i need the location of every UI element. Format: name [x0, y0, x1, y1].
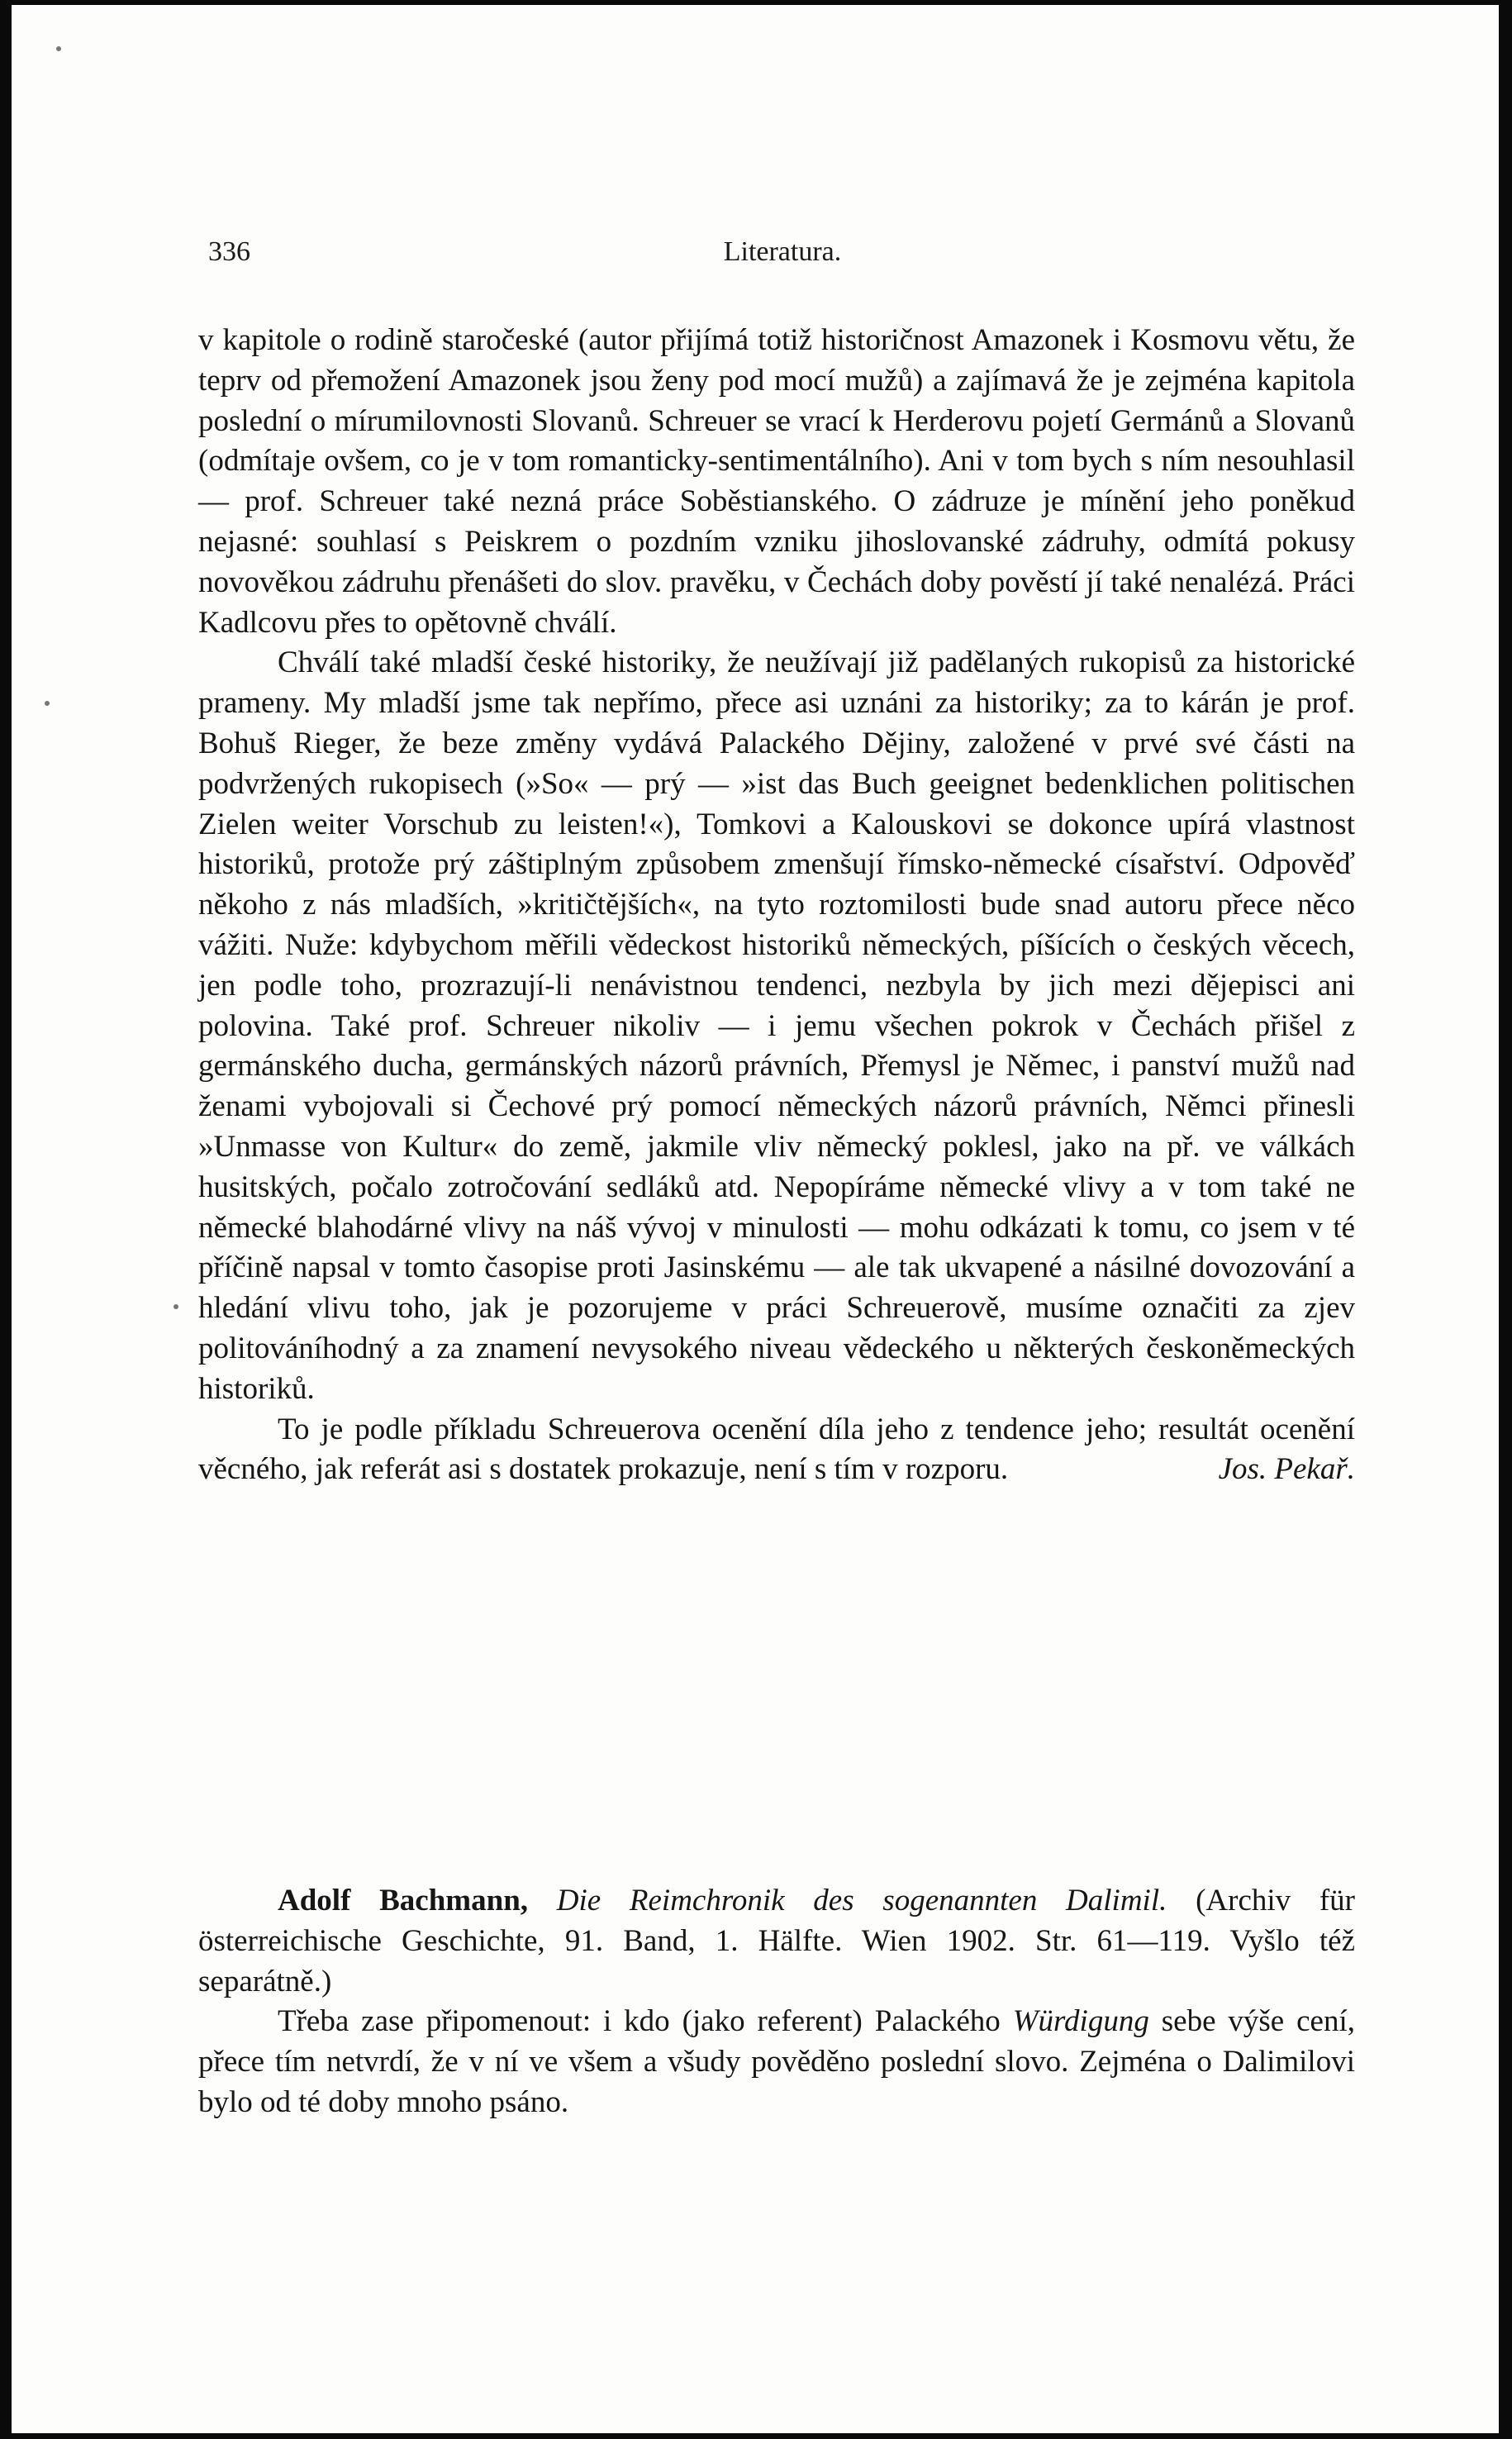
paragraph-1: v kapitole o rodině staročeské (autor přijímá totiž historičnost Amazonek i Kosmovu větu, že teprv od přemožení Amazonek jsou ženy pod mocí mužů) a zajímavá že je zejména kapitola poslední o mírumilovnosti Slovanů. Schreuer se vrací k Herderovu pojetí Germánů a Slovanů (odmítaje ovšem, co je v tom romanticky-sentimentálního). Ani v tom bych s ním nesouhlasil — prof. Schreuer také nezná práce Soběstianského. O zádruze je mínění jeho poněkud nejasné: souhlasí s Peiskrem o pozdním vzniku jihoslovanské zádruhy, odmítá pokusy novověkou zádruhu přenášeti do slov. pravěku, v Čechách doby pověstí jí také nenalézá. Práci Kadlcovu přes to opětovně chválí. — [198, 323, 1355, 640]
review-body-italic: Würdigung — [1012, 2004, 1149, 2039]
page-header — [208, 236, 1357, 278]
running-head: Literatura. — [723, 236, 842, 267]
paragraph-3 — [198, 1410, 1355, 1491]
book-page — [12, 5, 1499, 2433]
review-heading — [198, 1881, 1355, 2002]
review-body — [198, 2002, 1355, 2122]
scan-speck — [174, 1304, 178, 1309]
main-text — [198, 321, 1355, 1490]
signature: Jos. Pekař. — [1218, 1452, 1355, 1487]
review-title: Die Reimchronik des sogenannten Dalimil. — [556, 1884, 1167, 1917]
review-author: Adolf Bachmann, — [278, 1884, 529, 1917]
review-body-end: sebe výše cení, přece tím netvrdí, že v ní ve všem a všudy pověděno poslední slovo. Zejména o Dalimilovi bylo od té doby mnoho psáno. — [198, 2004, 1355, 2119]
review-citation: (Archiv für österreichische Geschichte, 91. Band, 1. Hälfte. Wien 1902. Str. 61—119. Vyšlo též separátně.) — [198, 1884, 1355, 1998]
review-body-start: Třeba zase připomenout: i kdo (jako referent) Palackého — [278, 2004, 1001, 2039]
page-number: 336 — [208, 236, 250, 267]
scan-speck — [56, 46, 61, 51]
scan-speck — [45, 701, 50, 706]
review-section — [198, 1881, 1355, 2123]
paragraph-2: Chválí také mladší české historiky, že neužívají již padělaných rukopisů za historické prameny. My mladší jsme tak nepřímo, přece asi uznáni za historiky; za to kárán je prof. Bohuš Rieger, že beze změny vydává Palackého Dějiny, založené v prvé své části na podvržených rukopisech (»So« — prý — »ist das Buch geeignet bedenklichen politischen Zielen weiter Vorschub zu leisten!«), Tomkovi a Kalouskovi se dokonce upírá vlastnost historiků, protože prý záštiplným způsobem zmenšují římsko-německé císařství. Odpověď někoho z nás mladších, »kritičtějších«, na tyto roztomilosti bude snad autoru přece něco vážiti. Nuže: kdybychom měřili vědeckost historiků německých, píšících o českých věcech, jen podle toho, prozrazují-li nenávistnou tendenci, nezbyla by jich mezi dějepisci ani polovina. Také prof. Schreuer nikoliv — i jemu všechen pokrok v Čechách přišel z germánského ducha, germánských názorů právních, Přemysl je Němec, i panství mužů nad ženami vybojovali si Čechové prý pomocí německých názorů právních, Němci přinesli »Unmasse von Kultur« do země, jakmile vliv německý poklesl, jako na př. ve válkách husitských, počalo zotročování sedláků atd. Nepopíráme německé vlivy a v tom také ne německé blahodárné vlivy na náš vývoj v minulosti — mohu odkázati k tomu, co jsem v té příčině napsal v tomto časopise proti Jasinskému — ale tak ukvapené a násilné dovozování a hledání vlivu toho, jak je pozorujeme v práci Schreuerově, musíme označiti za zjev politováníhodný a za znamení nevysokého niveau vědeckého u některých českoněmeckých historiků. — [198, 645, 1355, 1406]
paragraph-3-text: To je podle příkladu Schreuerova ocenění díla jeho z tendence jeho; resultát ocenění věcného, jak referát asi s dostatek prokazuje, není s tím v rozporu. — [198, 1412, 1355, 1487]
